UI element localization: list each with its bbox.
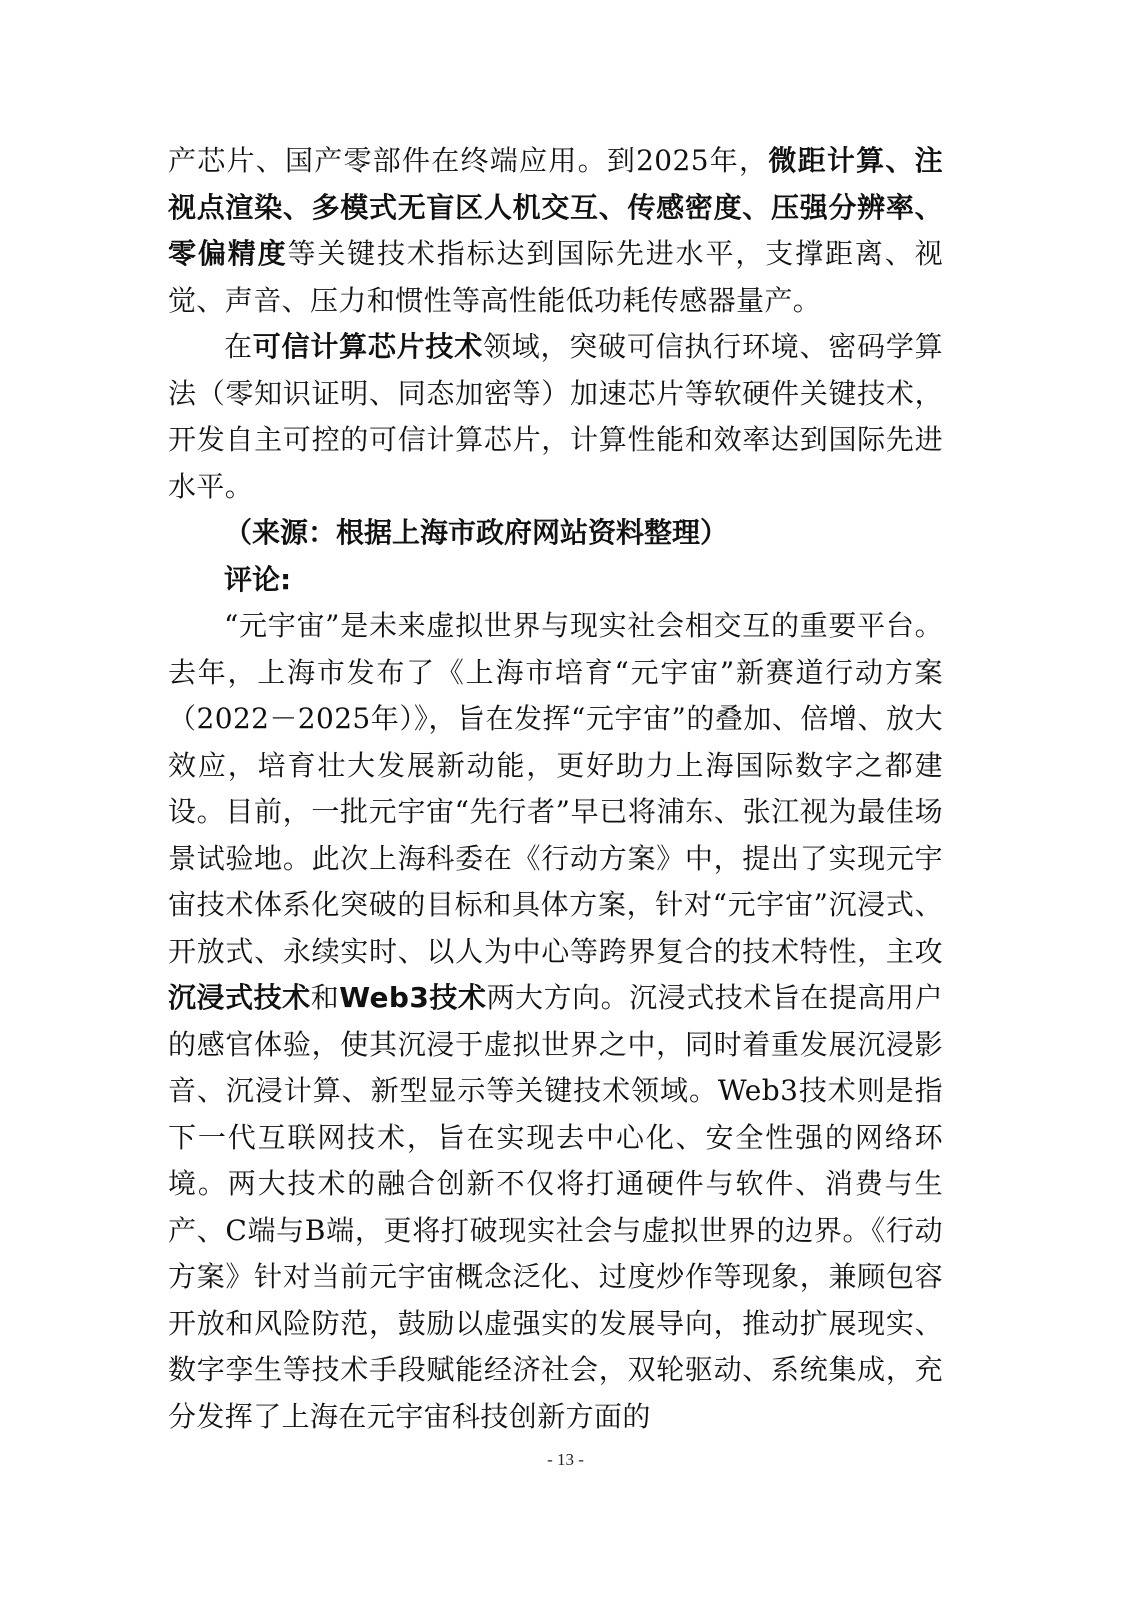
paragraph-commentary [168, 603, 943, 1440]
paragraph-text: 和 [310, 981, 340, 1014]
paragraph-text: 两大方向。沉浸式技术旨在提高用户的感官体验，使其沉浸于虚拟世界之中，同时着重发展沉浸影音、沉浸计算、新型显示等关键技术领域。Web3技术则是指下一代互联网技术，旨在实现去中心化、安全性强的网络环境。两大技术的融合创新不仅将打通硬件与软件、消费与生产、C端与B端，更将打破现实社会与虚拟世界的边界。《行动方案》针对当前元宇宙概念泛化、过度炒作等现象，兼顾包容开放和风险防范，鼓励以虚强实的发展导向，推动扩展现实、数字孪生等技术手段赋能经济社会，双轮驱动、系统集成，充分发挥了上海在元宇宙科技创新方面的 [168, 981, 943, 1433]
paragraph-text: 在 [224, 330, 253, 363]
document-body [168, 138, 943, 1440]
paragraph-trusted-computing [168, 324, 943, 510]
bold-immersive-tech: 沉浸式技术 [168, 981, 311, 1014]
source-note: （来源：根据上海市政府网站资料整理） [224, 516, 729, 549]
paragraph-terminal-sensors [168, 138, 943, 324]
paragraph-text: 等关键技术指标达到国际先进水平，支撑距离、视觉、声音、压力和惯性等高性能低功耗传感器量产。 [168, 237, 943, 317]
bold-key-technologies: 微距计算、注视点渲染、多模式无盲区人机交互、传感密度、压强分辨率、零偏精度 [168, 144, 944, 270]
bold-trusted-computing-chip: 可信计算芯片技术 [252, 330, 483, 363]
page-number: - 13 - [547, 1450, 584, 1469]
bold-web3-tech: Web3技术 [339, 981, 487, 1014]
comment-heading: 评论: [224, 562, 292, 596]
paragraph-text: “元宇宙”是未来虚拟世界与现实社会相交互的重要平台。去年，上海市发布了《上海市培育“元宇宙”新赛道行动方案（2022－2025年）》，旨在发挥“元宇宙”的叠加、倍增、放大效应，培育壮大发展新动能，更好助力上海国际数字之都建设。目前，一批元宇宙“先行者”早已将浦东、张江视为最佳场景试验地。此次上海科委在《行动方案》中，提出了实现元宇宙技术体系化突破的目标和具体方案，针对“元宇宙”沉浸式、开放式、永续实时、以人为中心等跨界复合的技术特性，主攻 [168, 609, 943, 968]
paragraph-text: 产芯片、国产零部件在终端应用。到2025年， [168, 144, 769, 177]
paragraph-text: 领域，突破可信执行环境、密码学算法（零知识证明、同态加密等）加速芯片等软硬件关键技术，开发自主可控的可信计算芯片，计算性能和效率达到国际先进水平。 [168, 330, 944, 503]
